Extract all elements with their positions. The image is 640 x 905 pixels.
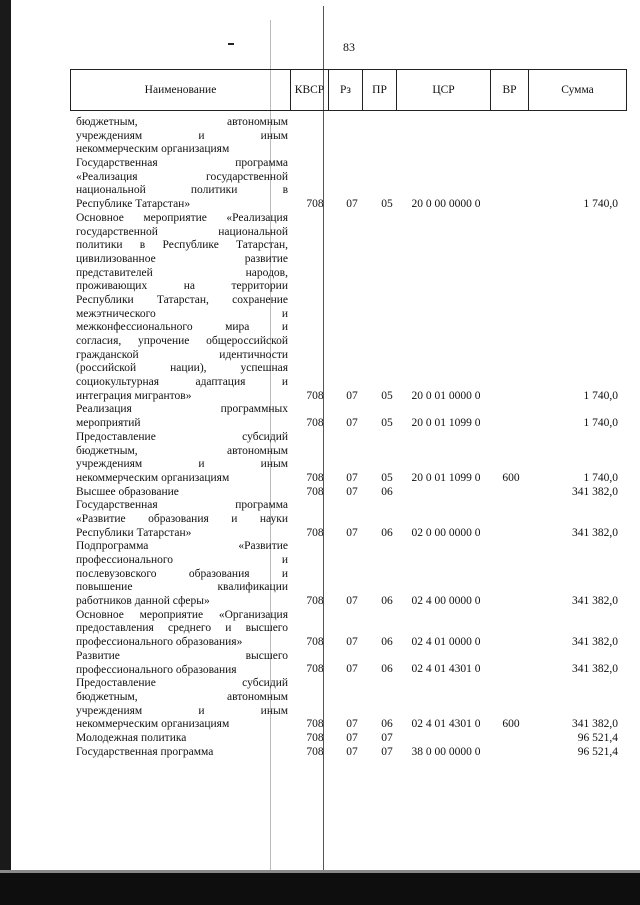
table-row: [76, 157, 622, 212]
row-kvsr: 708: [306, 471, 324, 484]
scan-left-edge: [0, 0, 11, 905]
row-name-line: социокультурная адаптация и: [76, 376, 288, 389]
page-number: 83: [343, 40, 355, 54]
row-name-line: бюджетным, автономным: [76, 444, 288, 457]
row-kvsr: 708: [306, 198, 324, 211]
row-name-line: Реализация программных: [76, 403, 288, 416]
row-name-line: представителей народов,: [76, 266, 288, 279]
row-rz: 07: [346, 731, 358, 744]
table-row: [76, 116, 622, 157]
row-name: [76, 746, 288, 760]
row-name-line: Развитие высшего: [76, 649, 288, 662]
scan-mark: [228, 43, 234, 45]
row-name-line: Государственная программа: [76, 157, 288, 170]
row-name-line: некоммерческим организациям: [76, 718, 230, 731]
row-name: [76, 650, 288, 677]
scan-bottom-edge: [0, 873, 640, 905]
row-rz: 07: [346, 198, 358, 211]
row-kvsr: 708: [306, 731, 324, 744]
row-name-line: межконфессионального мира и: [76, 321, 288, 334]
table-row: [76, 212, 622, 404]
row-csr: 20 0 01 1099 0: [411, 471, 481, 484]
row-sum: 1 740,0: [583, 417, 618, 430]
budget-table-body: [76, 116, 622, 759]
row-name-line: «Развитие образования и науки: [76, 512, 288, 525]
row-sum: 341 382,0: [572, 595, 618, 608]
row-rz: 07: [346, 745, 358, 758]
row-csr: 02 4 01 0000 0: [411, 636, 481, 649]
table-row: [76, 677, 622, 732]
table-row: [76, 540, 622, 608]
row-rz: 07: [346, 595, 358, 608]
row-name-line: политики в Республике Татарстан,: [76, 239, 288, 252]
row-pr: 05: [381, 471, 393, 484]
row-name-line: государственной национальной: [76, 225, 288, 238]
row-name: [76, 732, 288, 746]
row-name-line: Подпрограмма «Развитие: [76, 540, 288, 553]
row-name-line: Молодежная политика: [76, 731, 187, 744]
row-name: [76, 486, 288, 500]
row-name-line: Основное мероприятие «Реализация: [76, 211, 288, 224]
row-csr: 38 0 00 0000 0: [411, 745, 481, 758]
row-sum: 341 382,0: [572, 663, 618, 676]
row-name-line: бюджетным, автономным: [76, 690, 288, 703]
row-csr: 02 4 01 4301 0: [411, 663, 481, 676]
row-kvsr: 708: [306, 636, 324, 649]
row-pr: 05: [381, 389, 393, 402]
row-name: [76, 157, 288, 212]
row-name-line: Предоставление субсидий: [76, 677, 288, 690]
row-rz: 07: [346, 663, 358, 676]
row-pr: 06: [381, 718, 393, 731]
row-name-line: профессионального образования»: [76, 636, 243, 649]
row-name-line: Государственная программа: [76, 499, 288, 512]
row-pr: 05: [381, 417, 393, 430]
row-name-line: (российской нации), успешная: [76, 362, 288, 375]
row-name-line: профессионального и: [76, 554, 288, 566]
row-rz: 07: [346, 718, 358, 731]
row-name-line: Республике Татарстан»: [76, 198, 191, 211]
row-name-line: Государственная программа: [76, 745, 214, 758]
row-kvsr: 708: [306, 417, 324, 430]
row-kvsr: 708: [306, 485, 324, 498]
row-name-line: учреждениям и иным: [76, 458, 288, 471]
table-row: [76, 746, 622, 760]
table-header: [70, 69, 627, 111]
row-name-line: Республики Татарстан»: [76, 526, 192, 539]
table-row: [76, 403, 622, 430]
table-row: [76, 650, 622, 677]
row-pr: 06: [381, 663, 393, 676]
header-csr: ЦСР: [397, 70, 491, 111]
header-pr: ПР: [363, 70, 397, 111]
row-kvsr: 708: [306, 526, 324, 539]
row-pr: 07: [381, 745, 393, 758]
row-name-line: учреждениям и иным: [76, 129, 288, 142]
row-pr: 06: [381, 526, 393, 539]
row-sum: 1 740,0: [583, 389, 618, 402]
row-rz: 07: [346, 485, 358, 498]
row-rz: 07: [346, 389, 358, 402]
row-name-line: интеграция мигрантов»: [76, 389, 192, 402]
row-name-line: бюджетным, автономным: [76, 116, 288, 128]
table-row: [76, 732, 622, 746]
row-sum: 96 521,4: [577, 731, 618, 744]
row-name-line: предоставления среднего и высшего: [76, 622, 288, 635]
row-csr: 20 0 01 0000 0: [411, 389, 481, 402]
row-name-line: цивилизованное развитие: [76, 252, 288, 265]
row-rz: 07: [346, 526, 358, 539]
row-sum: 341 382,0: [572, 526, 618, 539]
row-name: [76, 609, 288, 650]
row-name-line: послевузовского образования и: [76, 567, 288, 580]
row-name-line: «Реализация государственной: [76, 170, 288, 183]
row-sum: 341 382,0: [572, 485, 618, 498]
row-csr: 20 0 01 1099 0: [411, 417, 481, 430]
row-sum: 341 382,0: [572, 718, 618, 731]
row-sum: 1 740,0: [583, 198, 618, 211]
row-name-line: мероприятий: [76, 417, 141, 430]
row-name-line: некоммерческим организациям: [76, 143, 230, 156]
row-csr: 02 4 01 4301 0: [411, 718, 481, 731]
row-kvsr: 708: [306, 595, 324, 608]
row-rz: 07: [346, 471, 358, 484]
row-name: [76, 116, 288, 157]
row-csr: 02 0 00 0000 0: [411, 526, 481, 539]
header-sum: Сумма: [529, 70, 627, 111]
row-name-line: Республики Татарстан, сохранение: [76, 293, 288, 306]
row-kvsr: 708: [306, 663, 324, 676]
row-name-line: работников данной сферы»: [76, 595, 210, 608]
row-rz: 07: [346, 417, 358, 430]
row-name-line: учреждениям и иным: [76, 704, 288, 717]
row-name: [76, 212, 288, 404]
row-kvsr: 708: [306, 745, 324, 758]
row-name-line: проживающих на территории: [76, 280, 288, 293]
header-name: Наименование: [71, 70, 291, 111]
row-rz: 07: [346, 636, 358, 649]
row-name-line: Высшее образование: [76, 485, 179, 498]
row-sum: 96 521,4: [577, 745, 618, 758]
row-name-line: повышение квалификации: [76, 581, 288, 594]
row-name: [76, 540, 288, 608]
row-pr: 05: [381, 198, 393, 211]
row-sum: 1 740,0: [583, 471, 618, 484]
row-name-line: профессионального образования: [76, 663, 237, 676]
row-kvsr: 708: [306, 718, 324, 731]
row-kvsr: 708: [306, 389, 324, 402]
header-kvsr: КВСР: [291, 70, 329, 111]
row-csr: 02 4 00 0000 0: [411, 595, 481, 608]
row-name-line: согласия, упрочение общероссийской: [76, 335, 288, 347]
row-vr: 600: [502, 471, 520, 484]
row-name-line: гражданской идентичности: [76, 348, 288, 361]
table-row: [76, 499, 622, 540]
row-pr: 06: [381, 485, 393, 498]
row-vr: 600: [502, 718, 520, 731]
table-row: [76, 609, 622, 650]
header-vr: ВР: [491, 70, 529, 111]
row-name: [76, 677, 288, 732]
row-name: [76, 431, 288, 486]
table-row: [76, 431, 622, 486]
row-name-line: Основное мероприятие «Организация: [76, 608, 288, 621]
row-name: [76, 403, 288, 430]
header-rz: Рз: [329, 70, 363, 111]
table-row: [76, 486, 622, 500]
row-name-line: межэтнического и: [76, 307, 288, 320]
row-name: [76, 499, 288, 540]
row-sum: 341 382,0: [572, 636, 618, 649]
row-name-line: Предоставление субсидий: [76, 430, 288, 443]
row-name-line: некоммерческим организациям: [76, 471, 230, 484]
row-pr: 06: [381, 595, 393, 608]
row-pr: 07: [381, 731, 393, 744]
row-name-line: национальной политики в: [76, 184, 288, 197]
row-pr: 06: [381, 636, 393, 649]
row-csr: 20 0 00 0000 0: [411, 198, 481, 211]
